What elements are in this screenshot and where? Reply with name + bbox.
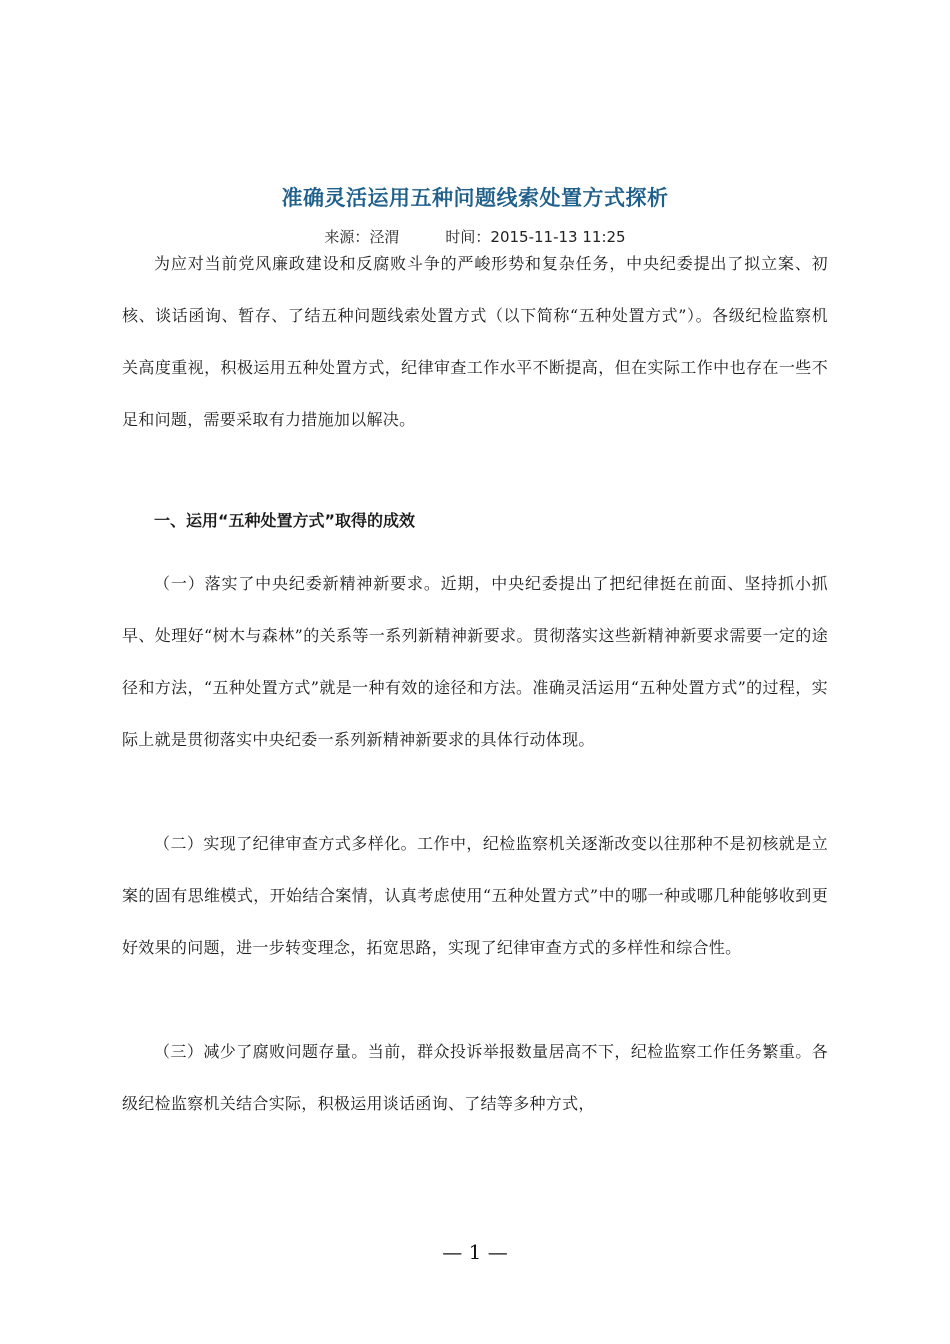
publish-time: 时间：2015-11-13 11:25 xyxy=(445,228,626,246)
section-paragraph-1 xyxy=(122,558,828,766)
source-label: 来源：泾渭 xyxy=(324,228,400,246)
section-heading: 一、运用“五种处置方式”取得的成效 xyxy=(154,511,416,530)
document-title: 准确灵活运用五种问题线索处置方式探析 xyxy=(281,186,669,210)
intro-block xyxy=(122,238,828,446)
paragraph: （三）减少了腐败问题存量。当前，群众投诉举报数量居高不下，纪检监察工作任务繁重。各级纪检监察机关结合实际，积极运用谈话函询、了结等多种方式， xyxy=(122,1042,828,1113)
section-paragraph-3 xyxy=(122,1026,828,1130)
section-paragraph-2 xyxy=(122,818,828,974)
intro-paragraph: 为应对当前党风廉政建设和反腐败斗争的严峻形势和复杂任务，中央纪委提出了拟立案、初核、谈话函询、暂存、了结五种问题线索处置方式（以下简称“五种处置方式”）。各级纪检监察机关高度重视，积极运用五种处置方式，纪律审查工作水平不断提高，但在实际工作中也存在一些不足和问题，需要采取有力措施加以解决。 xyxy=(122,254,828,429)
paragraph: （一）落实了中央纪委新精神新要求。近期，中央纪委提出了把纪律挺在前面、坚持抓小抓早、处理好“树木与森林”的关系等一系列新精神新要求。贯彻落实这些新精神新要求需要一定的途径和方法，“五种处置方式”就是一种有效的途径和方法。准确灵活运用“五种处置方式”的过程，实际上就是贯彻落实中央纪委一系列新精神新要求的具体行动体现。 xyxy=(122,574,828,749)
page-number: — 1 — xyxy=(442,1240,508,1264)
paragraph: （二）实现了纪律审查方式多样化。工作中，纪检监察机关逐渐改变以往那种不是初核就是立案的固有思维模式，开始结合案情，认真考虑使用“五种处置方式”中的哪一种或哪几种能够收到更好效果的问题，进一步转变理念，拓宽思路，实现了纪律审查方式的多样性和综合性。 xyxy=(122,834,828,957)
